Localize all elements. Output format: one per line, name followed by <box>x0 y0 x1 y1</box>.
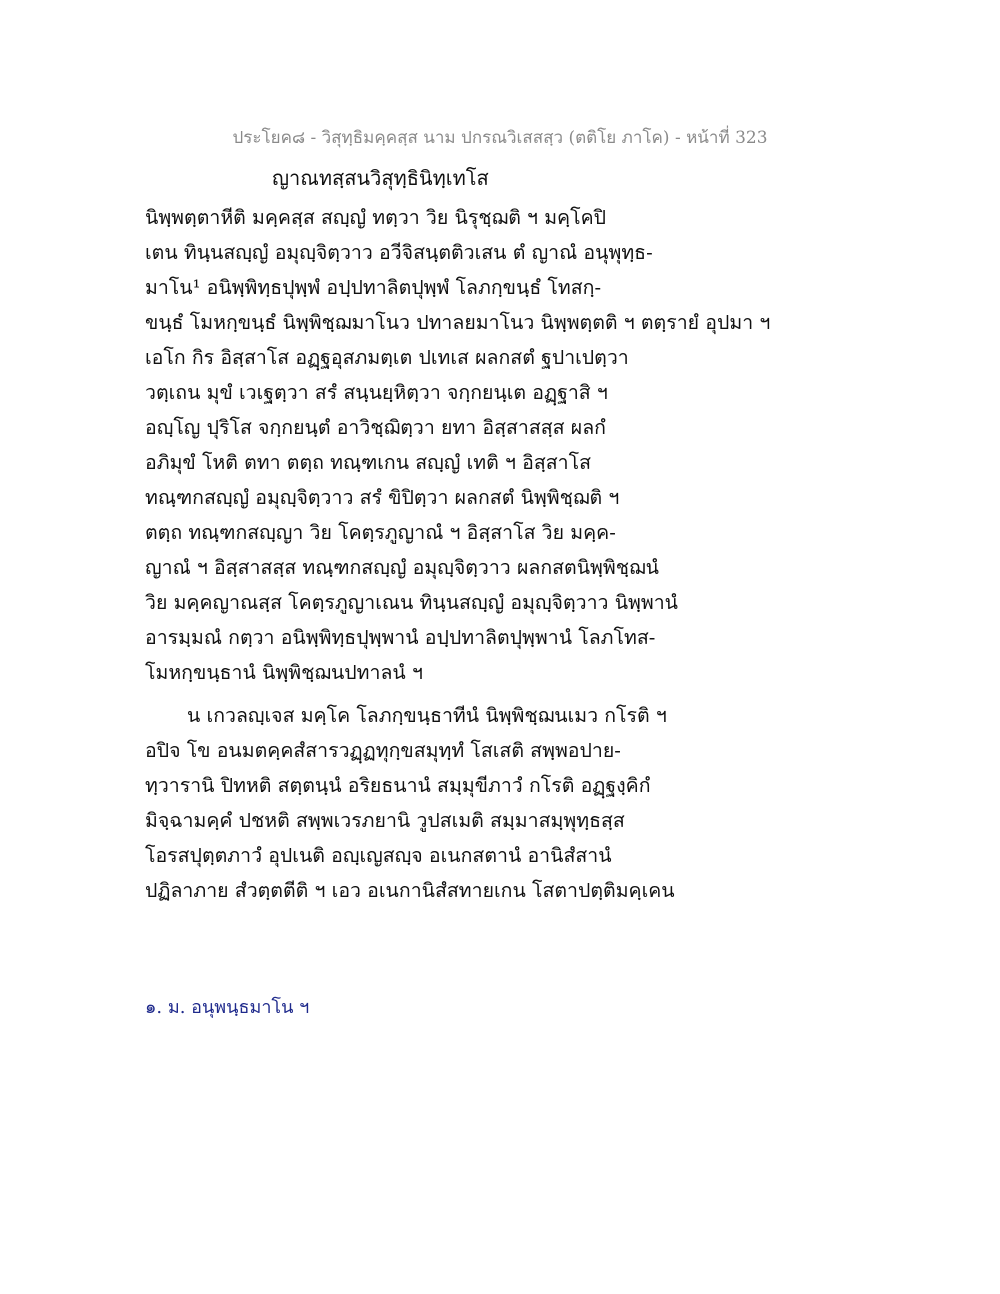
text-line: เตน ทินฺนสญฺญํ อมุญฺจิตฺวาว อวีจิสนฺตติวเสน ตํ ญาณํ อนุพุทฺธ- <box>145 241 653 264</box>
text-line: ตตฺถ ทณฺฑกสญฺญา วิย โคตฺรภูญาณํ ฯ อิสฺสาโส วิย มคฺค- <box>145 521 616 544</box>
paragraph-start-line: น เกวลญฺเจส มคฺโค โลภกฺขนฺธาทีนํ นิพฺพิชฺฌนเมว กโรติ ฯ <box>187 704 667 727</box>
text-line: ญาณํ ฯ อิสฺสาสสฺส ทณฺฑกสญฺญํ อมุญฺจิตฺวาว ผลกสตนิพฺพิชฺฌนํ <box>145 556 659 579</box>
footnote: ๑. ม. อนุพนฺธมาโน ฯ <box>145 997 310 1018</box>
text-line: มาโน¹ อนิพฺพิทฺธปุพฺพํ อปฺปทาลิตปุพฺพํ โลภกฺขนฺธํ โทสกฺ- <box>145 276 602 299</box>
text-line: อภิมุขํ โหติ ตทา ตตฺถ ทณฺฑเกน สญฺญํ เทติ ฯ อิสฺสาโส <box>145 451 591 474</box>
text-line: วิย มคฺคญาณสฺส โคตฺรภูญาเณน ทินฺนสญฺญํ อมุญฺจิตฺวาว นิพฺพานํ <box>145 591 679 614</box>
text-line: นิพฺพตฺตาหีติ มคฺคสฺส สญฺญํ ทตฺวา วิย นิรุชฺฌติ ฯ มคฺโคปิ <box>145 206 607 229</box>
page-header: ประโยค๘ - วิสุทฺธิมคฺคสฺส นาม ปกรณวิเสสสฺว (ตติโย ภาโค) - หน้าที่ 323 <box>232 128 768 148</box>
text-line: ขนฺธํ โมหกฺขนฺธํ นิพฺพิชฺฌมาโนว ปทาลยมาโนว นิพฺพตฺตติ ฯ ตตฺรายํ อุปมา ฯ <box>145 311 771 334</box>
text-line: อญฺโญ ปุริโส จกฺกยนฺตํ อาวิชฺฌิตฺวา ยทา อิสฺสาสสฺส ผลกํ <box>145 416 606 439</box>
text-line: ทณฺฑกสญฺญํ อมุญฺจิตฺวาว สรํ ขิปิตฺวา ผลกสตํ นิพฺพิชฺฌติ ฯ <box>145 486 620 509</box>
text-line: อปิจ โข อนมตคฺคสํสารวฏฺฏทุกฺขสมุทฺทํ โสเสติ สพฺพอปาย- <box>145 739 621 762</box>
text-line: ปฏิลาภาย สํวตฺตตีติ ฯ เอว อเนกานิสํสทายเกน โสตาปตฺติมคฺเคน <box>145 879 675 902</box>
text-line: โอรสปุตฺตภาวํ อุปเนติ อญฺเญสญฺจ อเนกสตานํ อานิสํสานํ <box>145 844 612 867</box>
text-line: อารมฺมณํ กตฺวา อนิพฺพิทฺธปุพฺพานํ อปฺปทาลิตปุพฺพานํ โลภโทส- <box>145 626 656 649</box>
body-text <box>145 200 965 908</box>
text-line: โมหกฺขนฺธานํ นิพฺพิชฺฌนปทาลนํ ฯ <box>145 661 423 684</box>
text-line: มิจฺฉามคฺคํ ปชหติ สพฺพเวรภยานิ วูปสเมติ สมฺมาสมฺพุทฺธสฺส <box>145 809 625 832</box>
text-line: เอโก กิร อิสฺสาโส อฏฺฐอุสภมตฺเต ปเทเส ผลกสตํ ฐปาเปตฺวา <box>145 346 629 369</box>
text-line: ทฺวารานิ ปิทหติ สตฺตนฺนํ อริยธนานํ สมฺมุขีภาวํ กโรติ อฏฺฐงฺคิกํ <box>145 774 651 797</box>
text-line: วตฺเถน มุขํ เวเฐตฺวา สรํ สนฺนยฺหิตฺวา จกฺกยนฺเต อฏฺฐาสิ ฯ <box>145 381 608 404</box>
section-title: ญาณทสฺสนวิสุทฺธินิทฺเทโส <box>272 166 489 190</box>
